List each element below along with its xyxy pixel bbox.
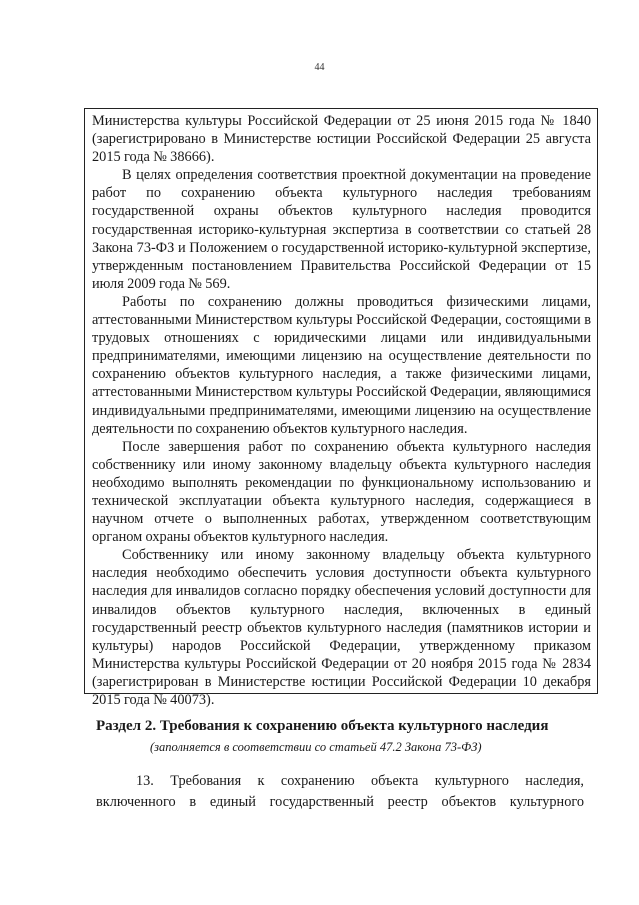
paragraph-accessibility: Собственнику или иному законному владельцу объекта культурного наследия необходимо обеспечить условия доступности объекта культурного наследия для инвалидов согласно порядку обеспечения условий доступности для инвалидов объектов культурного наследия, включенных в единый государственный реестр объектов культурного наследия (памятников истории и культуры) народов Российской Федерации, утвержденному приказом Министерства культуры Российской Федерации от 20 ноября 2015 года № 2834 (зарегистрирован в Министерстве юстиции Российской Федерации 10 декабря 2015 года № 40073). [92,547,591,708]
section-2-heading: Раздел 2. Требования к сохранению объекта культурного наследия [96,718,549,734]
paragraph-ministry-order-continuation: Министерства культуры Российской Федерации от 25 июня 2015 года № 1840 (зарегистрировано в Министерстве юстиции Российской Федерации 25 августа 2015 года № 38666). [92,113,591,166]
text-frame [84,108,598,708]
paragraph-after-completion: После завершения работ по сохранению объекта культурного наследия собственнику или иному законному владельцу объекта культурного наследия необходимо выполнять рекомендации по функциональному использованию и технической эксплуатации объекта культурного наследия, содержащиеся в научном отчете о выполненных работах, утвержденном соответствующим органом охраны объектов культурного наследия. [92,438,591,546]
point-13-paragraph: 13. Требования к сохранению объекта культурного наследия, включенного в единый государственный реестр объектов культурного [96,773,584,810]
section-2-subheading: (заполняется в соответствии со статьей 47.2 Закона 73-ФЗ) [150,740,482,754]
page-number: 44 [314,62,325,73]
paragraph-works-performers: Работы по сохранению должны проводиться физическими лицами, аттестованными Министерством культуры Российской Федерации, состоящими в трудовых отношениях с юридическими лицами или индивидуальными предпринимателями, имеющими лицензию на осуществление деятельности по сохранению объектов культурного наследия, а также физическими лицами, аттестованными Министерством культуры Российской Федерации, являющимися индивидуальными предпринимателями, имеющими лицензию на осуществление деятельности по сохранению объектов культурного наследия. [92,293,591,437]
paragraph-historical-cultural-expertise: В целях определения соответствия проектной документации на проведение работ по сохранению объекта культурного наследия требованиям государственной охраны объектов культурного наследия проводится государственная историко-культурная экспертиза в соответствии со статьей 28 Закона 73-ФЗ и Положением о государственной историко-культурной экспертизе, утвержденным постановлением Правительства Российской Федерации от 15 июля 2009 года № 569. [92,167,591,292]
